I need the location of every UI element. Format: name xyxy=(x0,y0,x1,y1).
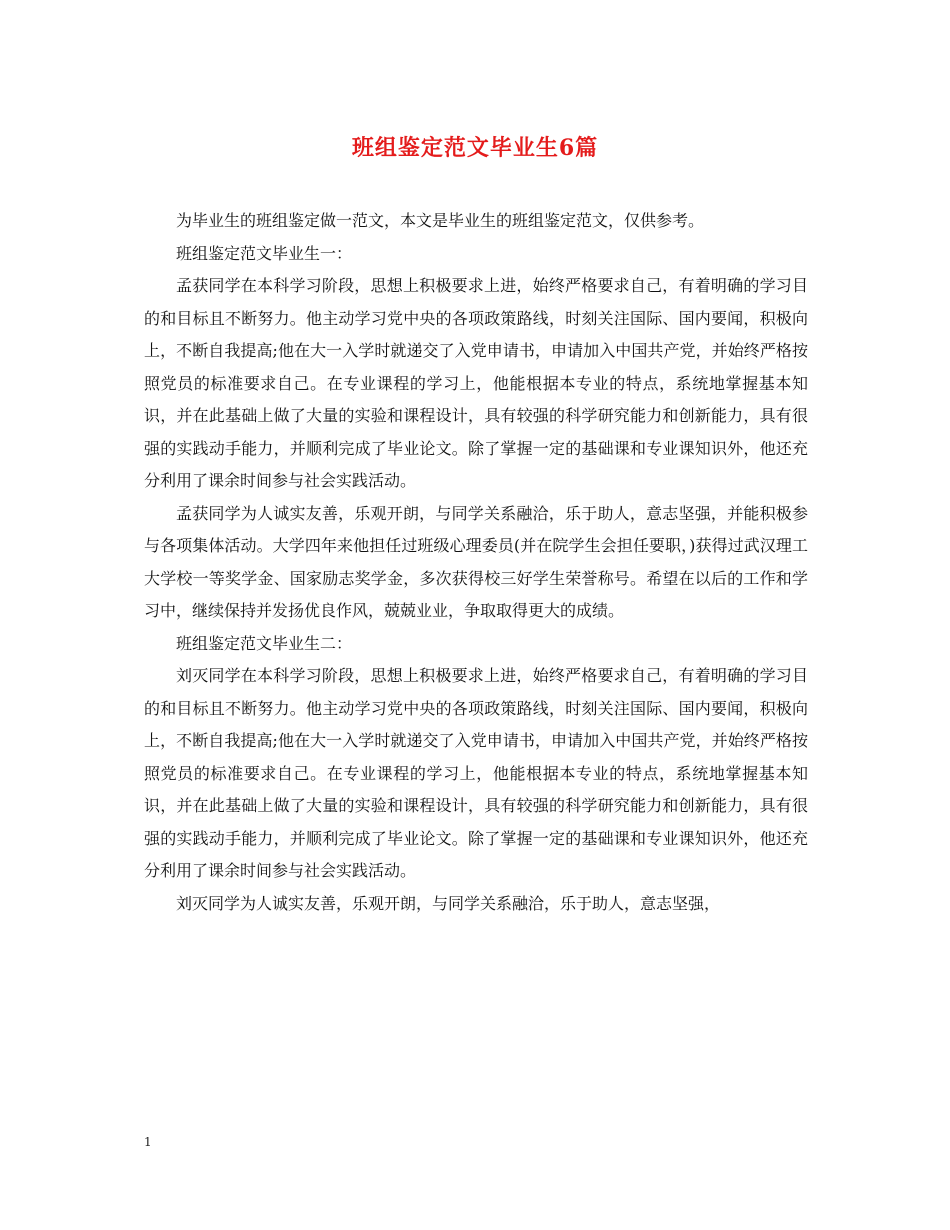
body-paragraph: 孟获同学在本科学习阶段，思想上积极要求上进，始终严格要求自己，有着明确的学习目的和目标且不断努力。他主动学习党中央的各项政策路线，时刻关注国际、国内要闻，积极向上，不断自我提高;他在大一入学时就递交了入党申请书，申请加入中国共产党，并始终严格按照党员的标准要求自己。在专业课程的学习上，他能根据本专业的特点，系统地掌握基本知识，并在此基础上做了大量的实验和课程设计，具有较强的科学研究能力和创新能力，具有很强的实践动手能力，并顺利完成了毕业论文。除了掌握一定的基础课和专业课知识外，他还充分利用了课余时间参与社会实践活动。 xyxy=(144,276,808,490)
document-title: 班组鉴定范文毕业生6篇 xyxy=(351,135,599,161)
intro-paragraph: 为毕业生的班组鉴定做一范文，本文是毕业生的班组鉴定范文，仅供参考。 xyxy=(176,211,705,230)
document-body xyxy=(144,205,808,920)
body-paragraph: 刘灭同学在本科学习阶段，思想上积极要求上进，始终严格要求自己，有着明确的学习目的和目标且不断努力。他主动学习党中央的各项政策路线，时刻关注国际、国内要闻，积极向上，不断自我提高;他在大一入学时就递交了入党申请书，申请加入中国共产党，并始终严格按照党员的标准要求自己。在专业课程的学习上，他能根据本专业的特点，系统地掌握基本知识，并在此基础上做了大量的实验和课程设计，具有较强的科学研究能力和创新能力，具有很强的实践动手能力，并顺利完成了毕业论文。除了掌握一定的基础课和专业课知识外，他还充分利用了课余时间参与社会实践活动。 xyxy=(144,666,808,880)
page-number: 1 xyxy=(144,1135,152,1149)
section-heading-2: 班组鉴定范文毕业生二： xyxy=(176,633,353,653)
section-heading-1: 班组鉴定范文毕业生一： xyxy=(176,243,353,263)
body-paragraph: 刘灭同学为人诚实友善，乐观开朗，与同学关系融洽，乐于助人，意志坚强， xyxy=(176,893,721,913)
body-paragraph: 孟获同学为人诚实友善，乐观开朗，与同学关系融洽，乐于助人，意志坚强，并能积极参与各项集体活动。大学四年来他担任过班级心理委员(并在院学生会担任要职，)获得过武汉理工大学校一等奖学金、国家励志奖学金，多次获得校三好学生荣誉称号。希望在以后的工作和学习中，继续保持并发扬优良作风，兢兢业业，争取取得更大的成绩。 xyxy=(144,503,808,620)
